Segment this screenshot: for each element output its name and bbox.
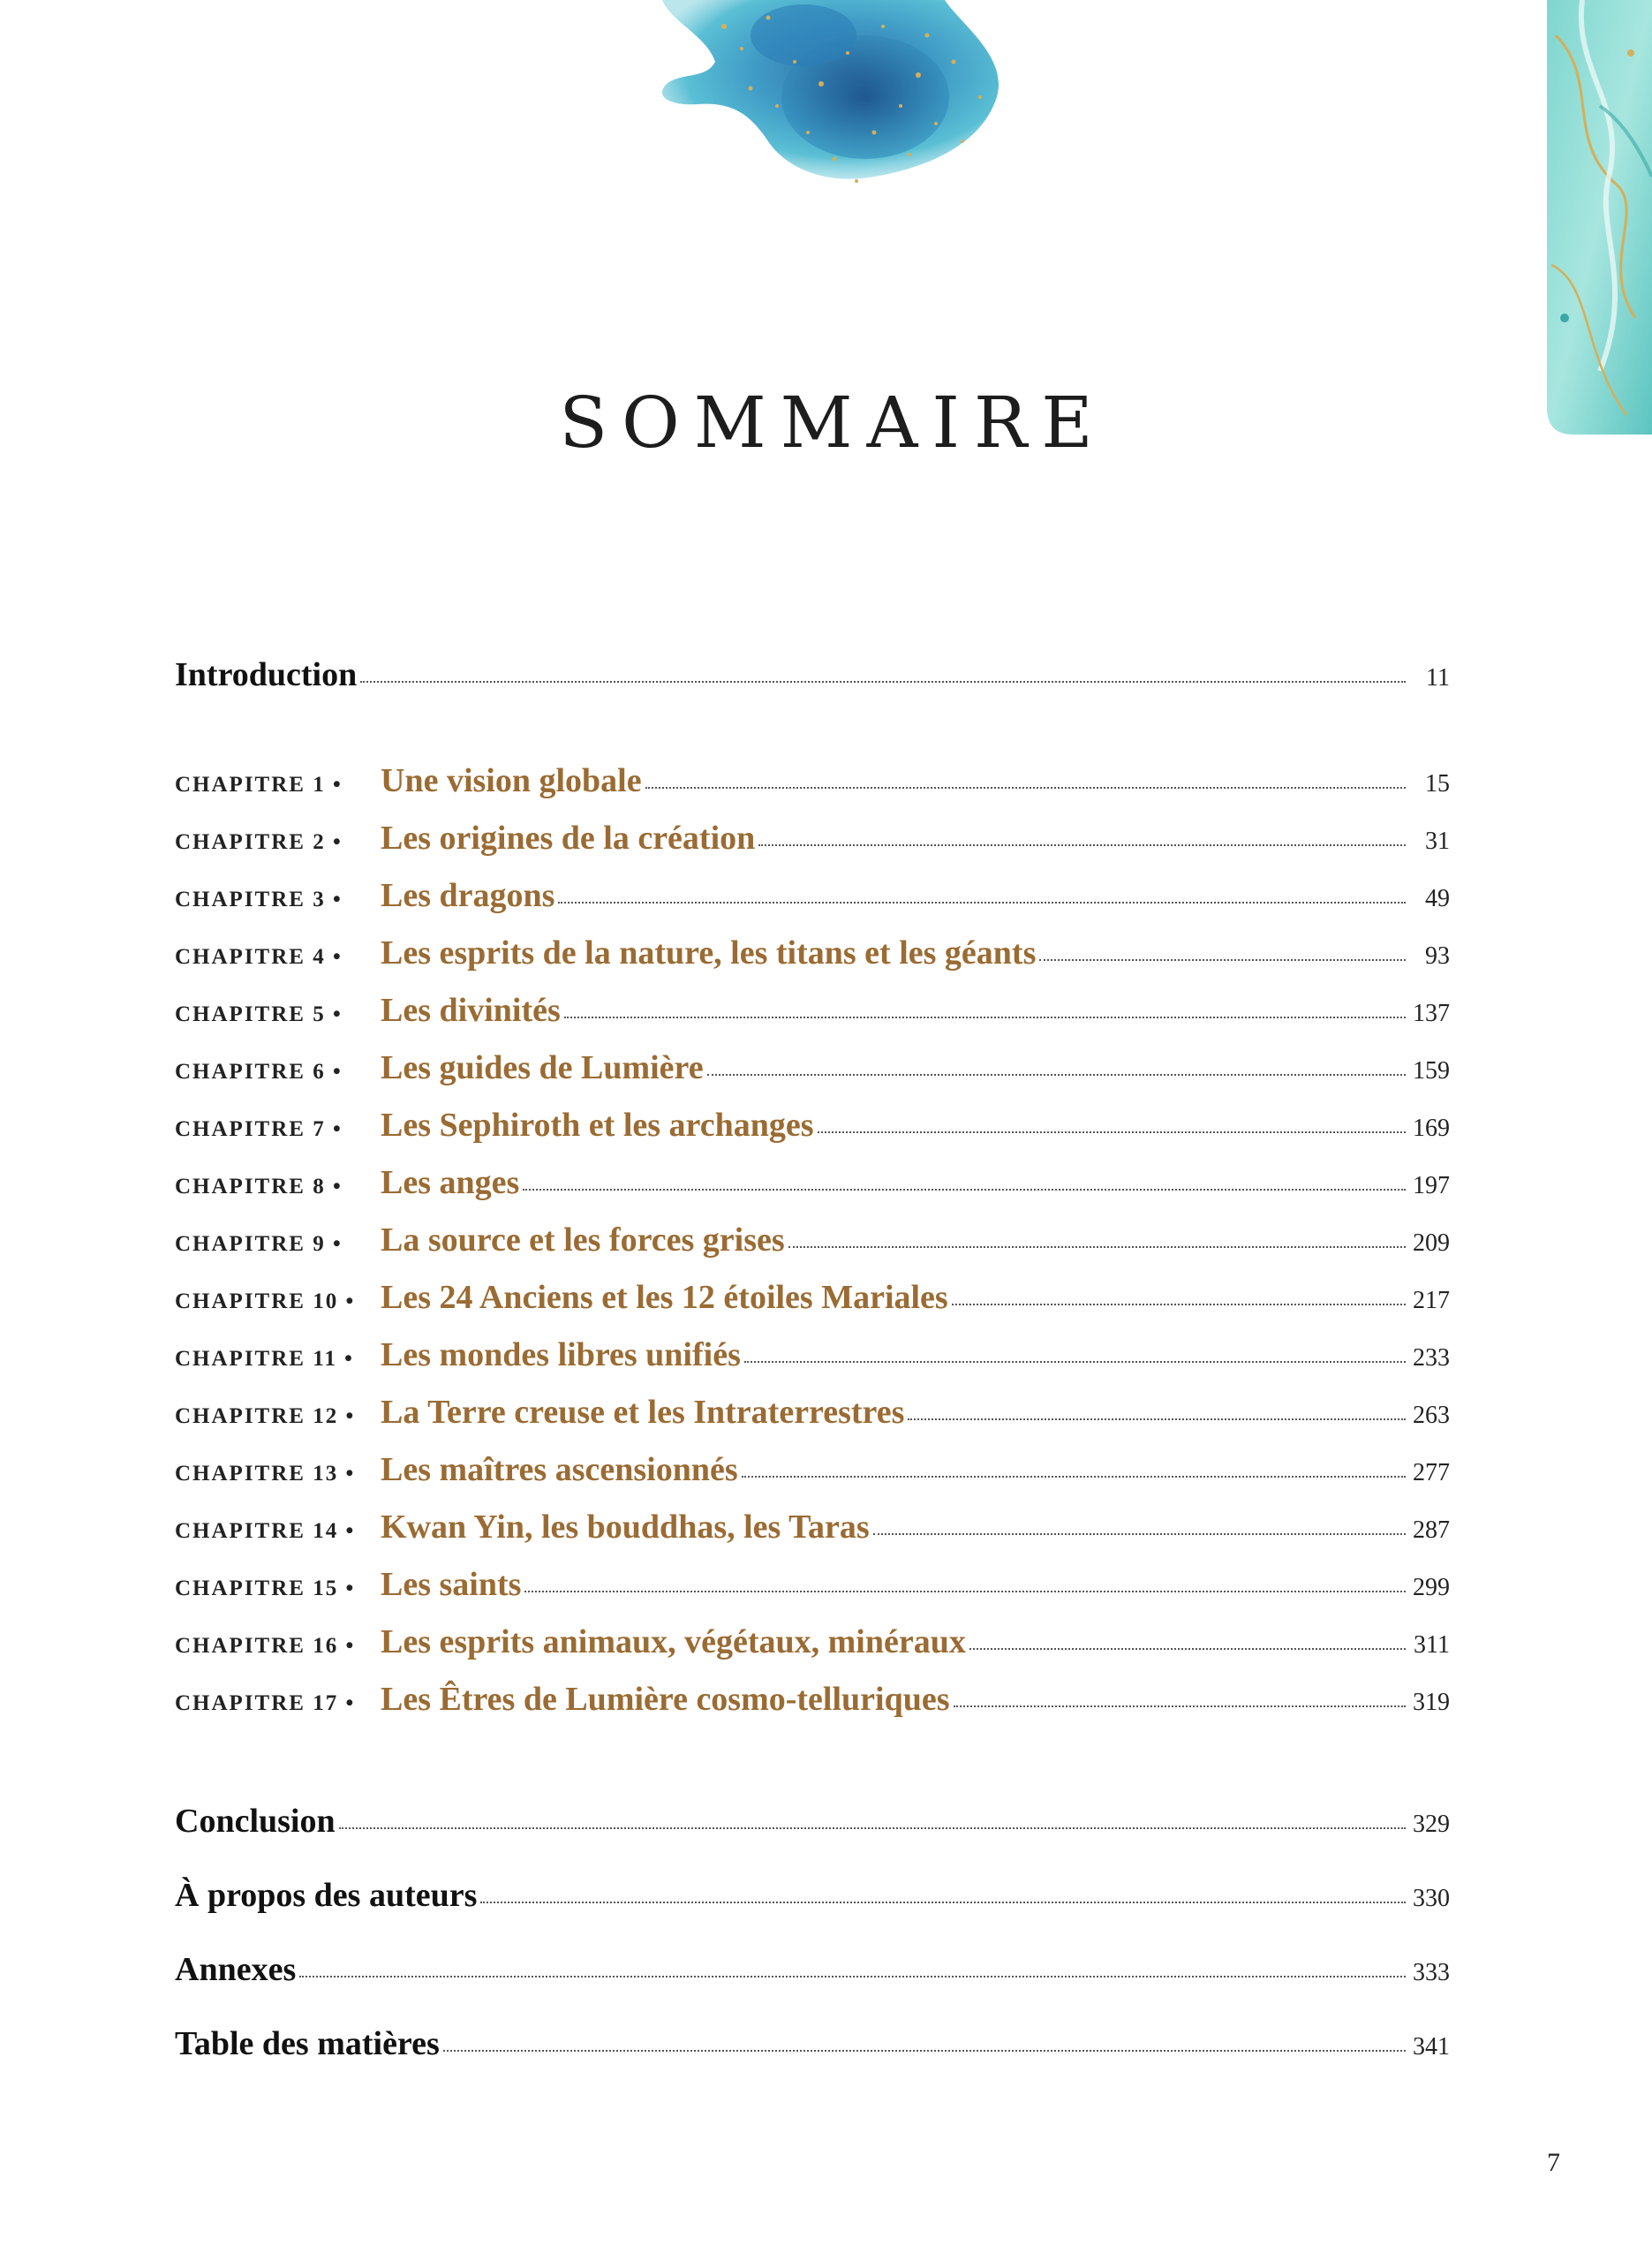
- toc-entry-back-2[interactable]: [175, 1876, 1450, 1915]
- chapter-number: CHAPITRE 4 •: [175, 945, 343, 969]
- chapter-number: CHAPITRE 2 •: [175, 830, 343, 854]
- chapter-number: CHAPITRE 14 •: [175, 1519, 356, 1543]
- dot-leader: [788, 1245, 1406, 1248]
- chapter-number: CHAPITRE 9 •: [175, 1232, 343, 1256]
- toc-entry-chapter-3[interactable]: [175, 876, 1450, 915]
- toc-entry-chapter-8[interactable]: [175, 1163, 1450, 1202]
- toc-page-number: 217: [1413, 1287, 1450, 1314]
- toc-page-number: 330: [1413, 1885, 1450, 1912]
- chapter-number: CHAPITRE 11 •: [175, 1347, 354, 1371]
- toc-page-number: 209: [1413, 1229, 1450, 1257]
- toc-entry-label: Les maîtres ascensionnés: [381, 1451, 738, 1488]
- chapter-number: CHAPITRE 7 •: [175, 1117, 343, 1141]
- toc-page-number: 15: [1425, 770, 1450, 798]
- toc-entry-label: Table des matières: [175, 2025, 440, 2062]
- toc-entry-chapter-4[interactable]: [175, 934, 1450, 972]
- toc-entry-chapter-13[interactable]: [175, 1450, 1450, 1489]
- dot-leader: [645, 786, 1406, 789]
- dot-leader: [707, 1073, 1406, 1076]
- toc-entry-chapter-9[interactable]: [175, 1221, 1450, 1259]
- toc-page-number: 197: [1413, 1172, 1450, 1199]
- toc-entry-introduction[interactable]: [175, 655, 1450, 694]
- toc-page-number: 329: [1413, 1811, 1450, 1838]
- toc-entry-label: Les origines de la création: [381, 820, 756, 857]
- dot-leader: [480, 1901, 1406, 1903]
- dot-leader: [339, 1826, 1406, 1829]
- toc-page-number: 299: [1413, 1574, 1450, 1601]
- toc-entry-chapter-12[interactable]: [175, 1393, 1450, 1432]
- page-title: SOMMAIRE: [559, 382, 1107, 464]
- dot-leader: [523, 1188, 1406, 1191]
- chapter-number: CHAPITRE 17 •: [175, 1691, 356, 1715]
- toc-entry-label: Les mondes libres unifiés: [381, 1336, 741, 1373]
- toc-entry-label: Les dragons: [381, 877, 555, 914]
- dot-leader: [524, 1590, 1406, 1592]
- chapter-number: CHAPITRE 12 •: [175, 1404, 356, 1428]
- toc-page-number: 263: [1413, 1402, 1450, 1429]
- toc-page-number: 31: [1425, 828, 1450, 855]
- dot-leader: [558, 901, 1406, 904]
- toc-entry-chapter-1[interactable]: [175, 761, 1450, 800]
- chapter-number: CHAPITRE 1 •: [175, 773, 343, 797]
- toc-page-number: 333: [1413, 1959, 1450, 1986]
- toc-entry-label: Les esprits de la nature, les titans et les géants: [381, 934, 1037, 972]
- chapter-number: CHAPITRE 13 •: [175, 1462, 356, 1486]
- toc-entry-label: Conclusion: [175, 1803, 336, 1840]
- toc-page-number: 311: [1414, 1631, 1450, 1659]
- toc-entry-label: Les 24 Anciens et les 12 étoiles Mariales: [381, 1279, 948, 1316]
- toc-entry-label: Une vision globale: [381, 762, 642, 799]
- toc-page-number: 169: [1413, 1115, 1450, 1142]
- chapter-number: CHAPITRE 6 •: [175, 1060, 343, 1084]
- toc-entry-label: Annexes: [175, 1951, 297, 1988]
- dot-leader: [564, 1016, 1406, 1018]
- toc-entry-label: Introduction: [175, 656, 358, 693]
- toc-entry-label: Les saints: [381, 1566, 522, 1603]
- dot-leader: [873, 1532, 1406, 1535]
- chapter-number: CHAPITRE 5 •: [175, 1002, 343, 1026]
- toc-entry-label: Les esprits animaux, végétaux, minéraux: [381, 1623, 966, 1660]
- toc-page-number: 233: [1413, 1344, 1450, 1372]
- chapter-number: CHAPITRE 16 •: [175, 1634, 356, 1658]
- toc-page-number: 49: [1425, 885, 1450, 912]
- toc-page-number: 137: [1413, 1000, 1450, 1027]
- toc-page-number: 159: [1413, 1057, 1450, 1085]
- toc-entry-chapter-5[interactable]: [175, 991, 1450, 1030]
- toc-entry-chapter-14[interactable]: [175, 1508, 1450, 1546]
- toc-entry-label: Les divinités: [381, 992, 561, 1029]
- dot-leader: [818, 1130, 1407, 1133]
- dot-leader: [1039, 958, 1406, 961]
- dot-leader: [299, 1975, 1406, 1977]
- toc-entry-chapter-16[interactable]: [175, 1622, 1450, 1661]
- toc-entry-label: Les Êtres de Lumière cosmo-telluriques: [381, 1681, 950, 1718]
- dot-leader: [744, 1360, 1406, 1363]
- toc-page-number: 93: [1425, 942, 1450, 970]
- toc-entry-label: À propos des auteurs: [175, 1877, 478, 1914]
- toc-entry-back-4[interactable]: [175, 2024, 1450, 2063]
- toc-page-number: 11: [1426, 664, 1450, 692]
- dot-leader: [954, 1705, 1406, 1707]
- toc-entry-chapter-10[interactable]: [175, 1278, 1450, 1317]
- toc-entry-label: Kwan Yin, les bouddhas, les Taras: [381, 1509, 870, 1546]
- toc-entry-label: Les guides de Lumière: [381, 1049, 704, 1086]
- toc-entry-label: La Terre creuse et les Intraterrestres: [381, 1394, 905, 1431]
- page-number: 7: [1547, 2148, 1560, 2177]
- chapter-number: CHAPITRE 8 •: [175, 1175, 343, 1199]
- toc-entry-chapter-17[interactable]: [175, 1680, 1450, 1719]
- watercolor-splash-icon: [645, 0, 1033, 199]
- toc-entry-chapter-15[interactable]: [175, 1565, 1450, 1604]
- toc-entry-label: Les anges: [381, 1164, 520, 1201]
- chapter-number: CHAPITRE 3 •: [175, 888, 343, 911]
- toc-page-number: 341: [1413, 2033, 1450, 2061]
- toc-entry-chapter-7[interactable]: [175, 1106, 1450, 1145]
- toc-entry-label: La source et les forces grises: [381, 1221, 785, 1259]
- dot-leader: [908, 1418, 1406, 1420]
- chapter-number: CHAPITRE 10 •: [175, 1289, 356, 1313]
- dot-leader: [969, 1647, 1406, 1650]
- toc-entry-chapter-11[interactable]: [175, 1335, 1450, 1374]
- dot-leader: [952, 1303, 1406, 1305]
- toc-entry-chapter-2[interactable]: [175, 819, 1450, 858]
- chapter-number: CHAPITRE 15 •: [175, 1577, 356, 1600]
- toc-entry-back-3[interactable]: [175, 1950, 1450, 1989]
- toc-entry-label: Les Sephiroth et les archanges: [381, 1107, 814, 1144]
- dot-leader: [360, 680, 1406, 683]
- marble-tab-icon: [1547, 0, 1652, 435]
- toc-page-number: 277: [1413, 1459, 1450, 1486]
- toc-page-number: 287: [1413, 1516, 1450, 1544]
- toc-entry-back-1[interactable]: [175, 1802, 1450, 1841]
- toc-page-number: 319: [1413, 1689, 1450, 1716]
- dot-leader: [742, 1475, 1406, 1478]
- dot-leader: [443, 2049, 1406, 2052]
- dot-leader: [758, 843, 1406, 846]
- toc-entry-chapter-6[interactable]: [175, 1048, 1450, 1087]
